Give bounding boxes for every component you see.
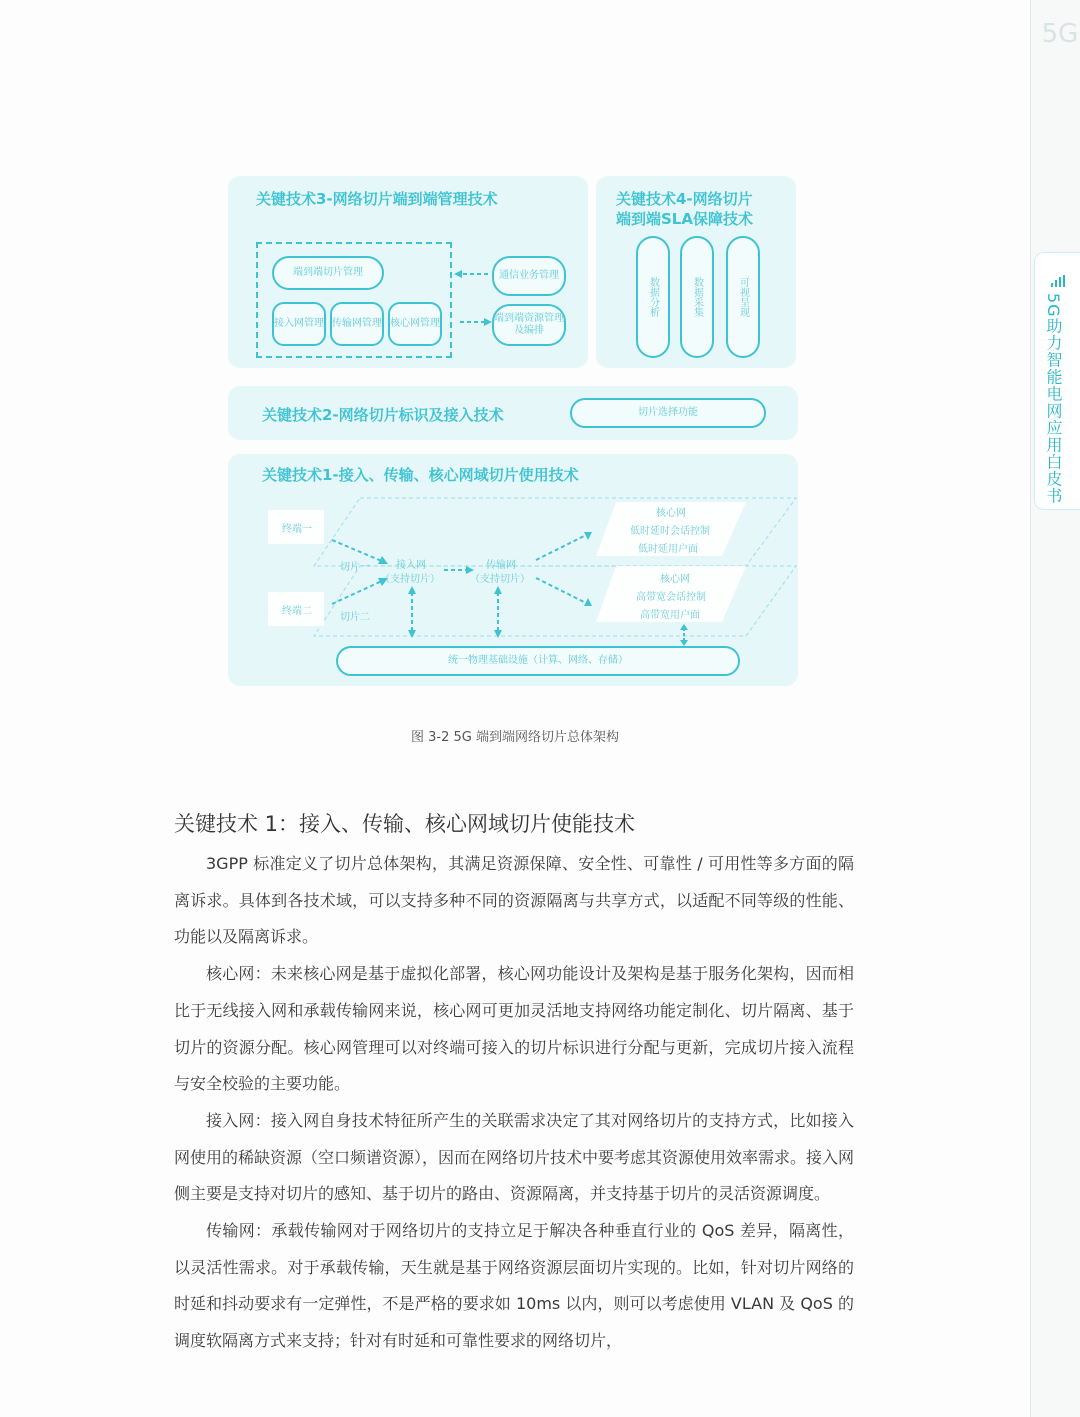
access-net-label: 接入网 [396,560,426,571]
panel1-diagram-lines [0,0,1030,700]
paragraph: 接入网：接入网自身技术特征所产生的关联需求决定了其对网络切片的支持方式，比如接入网使用的稀缺资源（空口频谱资源），因而在网络切片技术中要考虑其资源使用效率需求。接入网侧主要是支持对切片的感知、基于切片的路由、资源隔离，并支持基于切片的灵活资源调度。 [174,1110,855,1204]
paragraph: 3GPP 标准定义了切片总体架构，其满足资源保障、安全性、可靠性 / 可用性等多方面的隔离诉求。具体到各技术域，可以支持多种不同的资源隔离与共享方式，以适配不同等级的性能、功能以及隔离诉求。 [174,854,854,947]
panel2-title: 关键技术2-网络切片标识及接入技术 [262,406,504,424]
service-mgmt-box: 通信业务管理 [492,256,566,296]
paragraph: 核心网：未来核心网是基于虚拟化部署，核心网功能设计及架构是基于服务化架构，因而相比于无线接入网和承载传输网来说，核心网可更加灵活地支持网络功能定制化、切片隔离、基于切片的资源分配。核心网管理可以对终端可接入的切片标识进行分配与更新，完成切片接入流程与安全校验的主要功能。 [174,964,854,1094]
core2-line2: 高带宽用户面 [640,610,700,621]
slice-2-label: 切片二 [340,612,370,623]
slice-selection-pill: 切片选择功能 [570,398,766,428]
paragraph: 传输网：承载传输网对于网络切片的支持立足于解决各种垂直行业的 QoS 差异，隔离性，以灵活性需求。对于承载传输，天生就是基于网络资源层面切片实现的。比如，针对切片网络的时延和抖动要求有一定弹性，不是严格的要求如 10ms 以内，则可以考虑使用 VLAN 及 QoS 的调度软隔离方式来支持；针对有时延和可靠性要求的网络切片， [174,1221,854,1351]
terminal-2-label: 终端二 [282,606,312,617]
edge-logo-watermark: 5G [1041,19,1079,49]
transport-net-label: 传输网 [486,560,516,571]
body-text [174,846,854,1360]
visual-presentation-pill: 可视呈现 [726,236,760,358]
side-tab-title: 5G助力智能电网应用白皮书 [1044,293,1063,505]
data-analysis-pill: 数据分析 [636,236,670,358]
core-mgmt-box: 核心网管理 [388,302,442,346]
signal-icon [1051,275,1065,287]
terminal-1-label: 终端一 [282,524,312,535]
core1-line2: 低时延用户面 [638,544,698,555]
access-net-sub: （支持切片） [380,574,440,585]
data-collection-pill: 数据采集 [680,236,714,358]
page-edge-strip [1030,0,1080,1417]
transport-net-sub: （支持切片） [470,574,530,585]
chapter-side-tab[interactable] [1034,252,1080,510]
panel4-title-line1: 关键技术4-网络切片 [616,190,753,208]
figure-caption: 图 3-2 5G 端到端网络切片总体架构 [411,730,619,745]
access-mgmt-box: 接入网管理 [272,302,326,346]
panel1-title: 关键技术1-接入、传输、核心网域切片使用技术 [262,466,579,484]
core1-title: 核心网 [656,508,686,519]
resource-orch-box: 端到端资源管理及编排 [492,304,566,346]
panel4-title-line2: 端到端SLA保障技术 [616,210,753,228]
section-heading: 关键技术 1：接入、传输、核心网域切片使能技术 [174,812,636,836]
core2-title: 核心网 [660,574,690,585]
slice-1-label: 切片一 [340,562,370,573]
transport-mgmt-box: 传输网管理 [330,302,384,346]
physical-infra-pill: 统一物理基础设施（计算、网络、存储） [336,646,740,676]
e2e-slice-mgmt-box: 端到端切片管理 [272,256,384,290]
core1-line1: 低时延时会话控制 [630,526,710,537]
core2-line1: 高带宽会话控制 [636,592,706,603]
panel3-title: 关键技术3-网络切片端到端管理技术 [256,190,498,208]
